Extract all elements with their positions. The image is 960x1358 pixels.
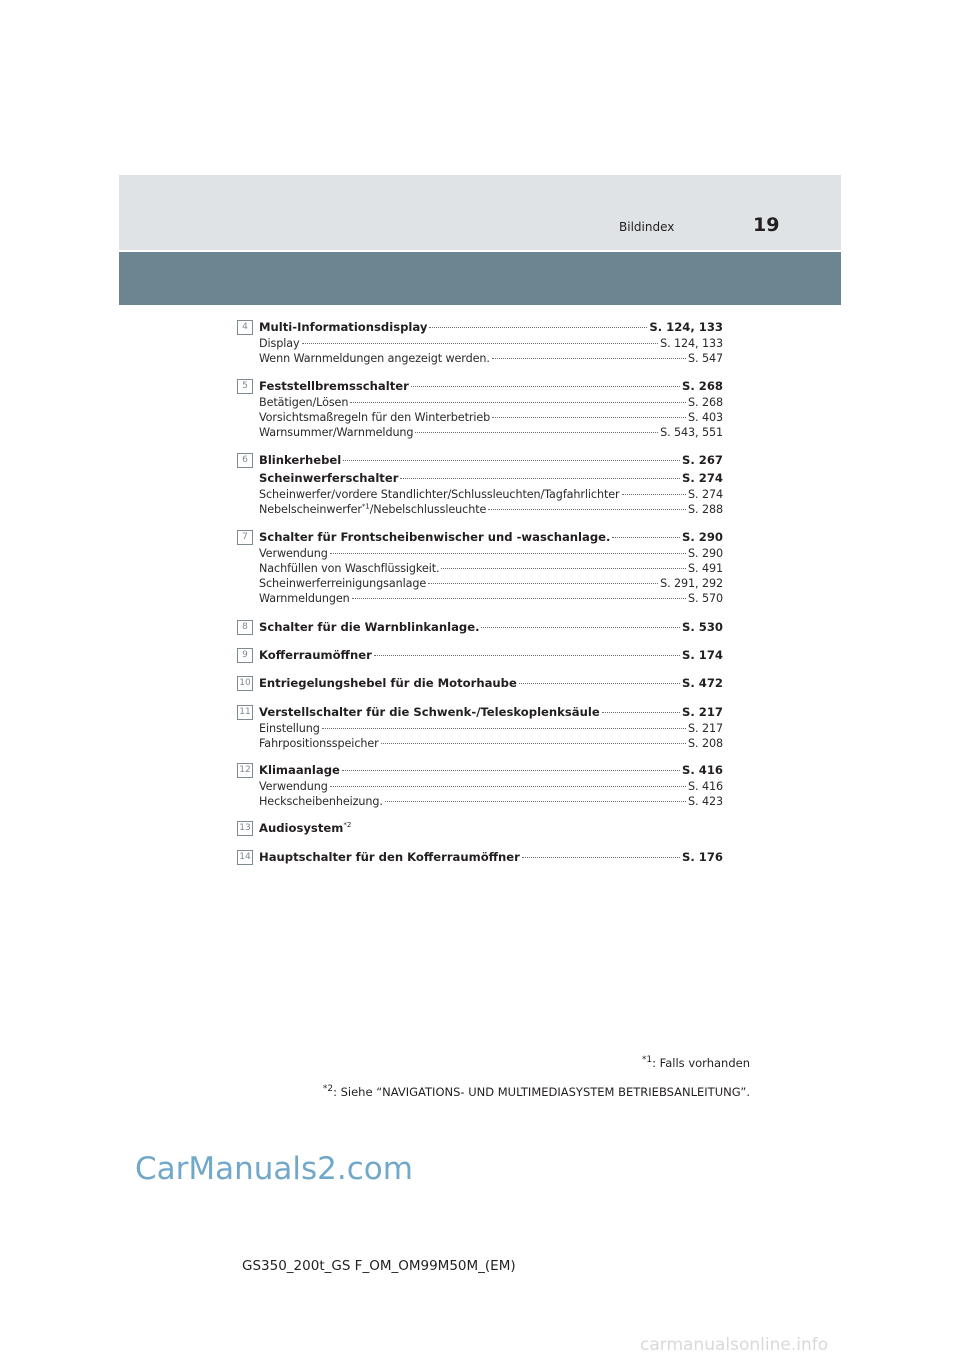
page-reference[interactable]: S. 124, 133	[660, 337, 723, 350]
entry-label-text: Display	[259, 337, 300, 350]
entry-label-text: Schalter für Frontscheibenwischer und -waschanlage.	[259, 530, 611, 544]
index-entry[interactable]	[259, 377, 723, 395]
footnote-mark: *1	[641, 1055, 653, 1065]
entry-label	[259, 819, 351, 837]
dot-leader	[330, 553, 686, 554]
entry-label-text: Schalter für die Warnblinkanlage.	[259, 620, 480, 634]
entry-label-text: Multi-Informationsdisplay	[259, 320, 428, 334]
entry-label	[259, 848, 520, 866]
entry-label	[259, 451, 341, 469]
page-reference[interactable]: S. 274	[682, 471, 723, 485]
index-entry[interactable]	[259, 469, 723, 487]
page-reference[interactable]: S. 208	[688, 737, 723, 750]
index-subentry[interactable]	[259, 546, 723, 561]
index-entry[interactable]	[259, 451, 723, 469]
index-subentry[interactable]	[259, 410, 723, 425]
index-subentry[interactable]	[259, 591, 723, 606]
index-subentry[interactable]	[259, 561, 723, 576]
item-number-badge: 6	[237, 453, 253, 468]
page-reference[interactable]: S. 176	[682, 850, 723, 864]
index-subentry[interactable]	[259, 395, 723, 410]
entry-label-text: Vorsichtsmaßregeln für den Winterbetrieb	[259, 411, 491, 424]
dot-leader	[350, 402, 686, 403]
entry-label	[259, 779, 328, 794]
page-reference[interactable]: S. 547	[688, 352, 723, 365]
index-subentry[interactable]	[259, 794, 723, 809]
dot-leader	[622, 494, 687, 495]
entry-label-text: Audiosystem	[259, 821, 344, 835]
index-subentry[interactable]	[259, 576, 723, 591]
entry-label-text: Fahrpositionsspeicher	[259, 737, 379, 750]
entry-label-text: /Nebelschlussleuchte	[369, 503, 487, 516]
entry-label	[259, 721, 320, 736]
dot-leader	[519, 683, 680, 684]
page-reference[interactable]: S. 416	[682, 763, 723, 777]
header-band	[119, 175, 841, 250]
dot-leader	[428, 583, 658, 584]
index-entry[interactable]	[259, 318, 723, 336]
entry-label	[259, 674, 517, 692]
entry-label-text: Scheinwerferschalter	[259, 471, 399, 485]
entry-label-text: Verstellschalter für die Schwenk-/Teleskoplenksäule	[259, 705, 600, 719]
index-subentry[interactable]	[259, 351, 723, 366]
entry-label-text: Betätigen/Lösen	[259, 396, 349, 409]
entry-label-text: Einstellung	[259, 722, 320, 735]
page-reference[interactable]: S. 267	[682, 453, 723, 467]
item-number-badge: 7	[237, 530, 253, 545]
dot-leader	[385, 801, 686, 802]
index-entry[interactable]	[259, 646, 723, 664]
index-group	[237, 703, 723, 751]
footnote-1	[323, 1055, 750, 1070]
entry-label	[259, 502, 486, 517]
entry-label-text: Scheinwerferreinigungsanlage	[259, 577, 427, 590]
index-subentry[interactable]	[259, 502, 723, 517]
index-subentry[interactable]	[259, 779, 723, 794]
index-entry[interactable]	[259, 761, 723, 779]
page-reference[interactable]: S. 416	[688, 780, 723, 793]
index-group	[237, 318, 723, 366]
entry-label-text: Verwendung	[259, 780, 328, 793]
chapter-bar	[119, 252, 841, 305]
section-title: Bildindex	[619, 220, 675, 234]
page-reference[interactable]: S. 570	[688, 592, 723, 605]
entry-label	[259, 528, 610, 546]
footnote-text: : Falls vorhanden	[652, 1055, 750, 1070]
entry-label	[259, 703, 600, 721]
entry-label-text: Kofferraumöffner	[259, 648, 372, 662]
entry-label	[259, 425, 413, 440]
page-reference[interactable]: S. 530	[682, 620, 723, 634]
entry-label	[259, 794, 383, 809]
entry-label	[259, 351, 490, 366]
entry-label-text: Feststellbremsschalter	[259, 379, 409, 393]
entry-label	[259, 736, 379, 751]
entry-label-text: Heckscheibenheizung.	[259, 795, 383, 808]
entry-label-text: Nachfüllen von Waschflüssigkeit.	[259, 562, 440, 575]
index-group	[237, 618, 723, 636]
footnotes	[323, 1055, 750, 1113]
page-reference[interactable]: S. 291, 292	[660, 577, 723, 590]
page-reference[interactable]: S. 472	[682, 676, 723, 690]
entry-label-text: Blinkerhebel	[259, 453, 342, 467]
dot-leader	[374, 655, 680, 656]
dot-leader	[343, 460, 680, 461]
item-number-badge: 9	[237, 648, 253, 663]
index-group	[237, 674, 723, 692]
index-group	[237, 451, 723, 517]
entry-label-text: Scheinwerfer/vordere Standlichter/Schlussleuchten/Tagfahrlichter	[259, 488, 620, 501]
item-number-badge: 5	[237, 379, 253, 394]
document-code: GS350_200t_GS F_OM_OM99M50M_(EM)	[242, 1258, 516, 1274]
site-watermark: carmanualsonline.info	[640, 1335, 829, 1355]
item-number-badge: 14	[237, 850, 253, 865]
entry-label-text: Hauptschalter für den Kofferraumöffner	[259, 850, 520, 864]
item-number-badge: 13	[237, 821, 253, 836]
footnote-ref: *2	[343, 821, 352, 830]
page-reference[interactable]: S. 268	[688, 396, 723, 409]
index-entry[interactable]	[259, 703, 723, 721]
item-number-badge: 12	[237, 763, 253, 778]
index-group	[237, 848, 723, 866]
entry-label	[259, 410, 490, 425]
index-group	[237, 646, 723, 664]
page-reference[interactable]: S. 403	[688, 411, 723, 424]
page-reference[interactable]: S. 543, 551	[660, 426, 723, 439]
page-reference[interactable]: S. 217	[682, 705, 723, 719]
index-subentry[interactable]	[259, 487, 723, 502]
entry-label-text: Nebelscheinwerfer	[259, 503, 362, 516]
entry-label	[259, 395, 348, 410]
page-reference[interactable]: S. 124, 133	[649, 320, 723, 334]
dot-leader	[400, 478, 680, 479]
footnote-text: : Siehe “NAVIGATIONS- UND MULTIMEDIASYSTEM BETRIEBSANLEITUNG”.	[333, 1084, 750, 1099]
watermark-logo[interactable]: CarManuals2.com	[135, 1151, 413, 1187]
entry-label-text: Verwendung	[259, 547, 328, 560]
dot-leader	[415, 432, 658, 433]
page-reference[interactable]: S. 268	[682, 379, 723, 393]
index-subentry[interactable]	[259, 425, 723, 440]
entry-label	[259, 487, 620, 502]
index-entries	[237, 318, 723, 866]
entry-label	[259, 576, 426, 591]
footnote-ref: *1	[361, 502, 370, 511]
entry-label	[259, 469, 398, 487]
dot-leader	[488, 509, 686, 510]
page-reference[interactable]: S. 290	[688, 547, 723, 560]
entry-label	[259, 377, 409, 395]
index-subentry[interactable]	[259, 721, 723, 736]
index-entry[interactable]	[259, 618, 723, 636]
entry-label	[259, 646, 372, 664]
entry-label	[259, 546, 328, 561]
footnote-2	[323, 1084, 750, 1099]
entry-label-text: Warnsummer/Warnmeldung	[259, 426, 414, 439]
index-entry[interactable]	[259, 674, 723, 692]
page-reference[interactable]: S. 491	[688, 562, 723, 575]
index-subentry[interactable]	[259, 336, 723, 351]
index-group	[237, 761, 723, 809]
dot-leader	[612, 537, 680, 538]
entry-label	[259, 561, 439, 576]
index-entry[interactable]	[259, 848, 723, 866]
entry-label-text: Wenn Warnmeldungen angezeigt werden.	[259, 352, 490, 365]
entry-label	[259, 336, 300, 351]
page-reference[interactable]: S. 274	[688, 488, 723, 501]
dot-leader	[352, 598, 686, 599]
index-subentry[interactable]	[259, 736, 723, 751]
dot-leader	[602, 712, 680, 713]
entry-label-text: Entriegelungshebel für die Motorhaube	[259, 676, 517, 690]
entry-label-text: Warnmeldungen	[259, 592, 350, 605]
entry-label	[259, 318, 427, 336]
dot-leader	[522, 857, 680, 858]
entry-label-text: Klimaanlage	[259, 763, 340, 777]
dot-leader	[330, 786, 686, 787]
page-reference[interactable]: S. 174	[682, 648, 723, 662]
dot-leader	[342, 770, 680, 771]
page-reference[interactable]: S. 423	[688, 795, 723, 808]
item-number-badge: 8	[237, 620, 253, 635]
footnote-mark: *2	[322, 1083, 334, 1094]
page-number: 19	[753, 214, 780, 236]
dot-leader	[481, 627, 680, 628]
item-number-badge: 4	[237, 320, 253, 335]
page-reference[interactable]: S. 217	[688, 722, 723, 735]
dot-leader	[302, 343, 659, 344]
index-group	[237, 819, 723, 837]
index-entry[interactable]	[259, 528, 723, 546]
dot-leader	[429, 327, 647, 328]
index-group	[237, 377, 723, 440]
index-group	[237, 528, 723, 606]
dot-leader	[441, 568, 686, 569]
entry-label	[259, 591, 350, 606]
index-entry[interactable]	[259, 819, 723, 837]
dot-leader	[411, 386, 680, 387]
dot-leader	[322, 728, 686, 729]
item-number-badge: 10	[237, 676, 253, 691]
entry-label	[259, 618, 479, 636]
item-number-badge: 11	[237, 705, 253, 720]
page-reference[interactable]: S. 290	[682, 530, 723, 544]
page-reference[interactable]: S. 288	[688, 503, 723, 516]
dot-leader	[492, 358, 686, 359]
dot-leader	[381, 743, 686, 744]
entry-label	[259, 761, 340, 779]
dot-leader	[492, 417, 686, 418]
